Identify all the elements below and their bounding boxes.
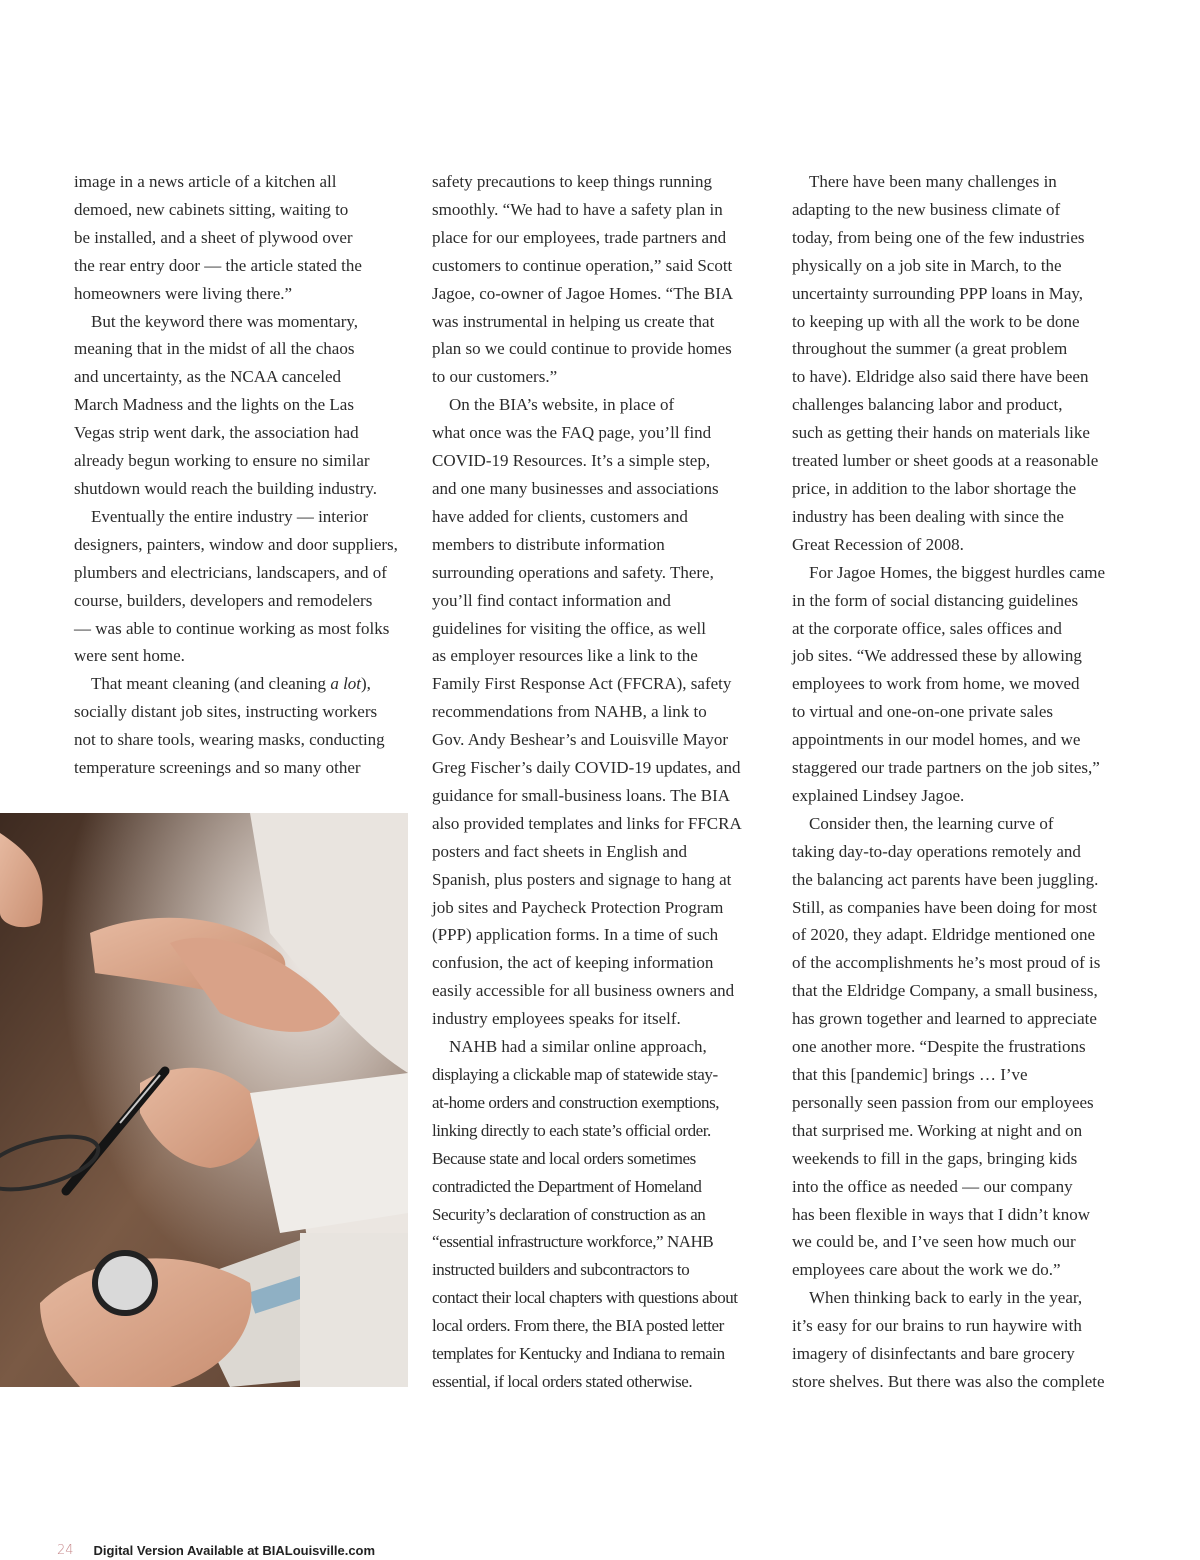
text-line: uncertainty surrounding PPP loans in May, xyxy=(792,283,1084,303)
text-line: you’ll find contact information and xyxy=(432,590,671,610)
text-line: into the office as needed — our company xyxy=(792,1176,1073,1196)
article-column-3 xyxy=(792,168,1134,1396)
text-line: at-home orders and construction exemptions, xyxy=(432,1092,720,1112)
text-line: staggered our trade partners on the job sites,” xyxy=(792,758,1100,778)
text-line: and one many businesses and associations xyxy=(432,478,719,498)
text-line: employees care about the work we do.” xyxy=(792,1260,1061,1280)
text-line: surrounding operations and safety. There, xyxy=(432,562,714,582)
text-line: On the BIA’s website, in place of xyxy=(449,395,675,415)
text-line: There have been many challenges in xyxy=(809,172,1057,191)
text-line: Because state and local orders sometimes xyxy=(432,1148,696,1168)
text-line: customers to continue operation,” said Scott xyxy=(432,255,733,275)
text-line: NAHB had a similar online approach, xyxy=(449,1037,707,1057)
text-line: essential, if local orders stated otherwise. xyxy=(432,1371,693,1391)
text-line: also provided templates and links for FFCRA xyxy=(432,813,742,833)
text-line: confusion, the act of keeping information xyxy=(432,953,714,973)
text-line: to have). Eldridge also said there have been xyxy=(792,367,1089,387)
text-line: weekends to fill in the gaps, bringing kids xyxy=(792,1148,1078,1168)
text-line: plumbers and electricians, landscapers, and of xyxy=(74,562,387,582)
text-line: For Jagoe Homes, the biggest hurdles came xyxy=(809,562,1106,582)
text-line xyxy=(74,670,414,698)
text-line: temperature screenings and so many other xyxy=(74,758,361,778)
text-line: Eventually the entire industry — interior xyxy=(91,506,369,526)
text-line: COVID-19 Resources. It’s a simple step, xyxy=(432,451,711,471)
article-column-2 xyxy=(432,168,772,1396)
text-line: what once was the FAQ page, you’ll find xyxy=(432,423,712,443)
footer-text: Digital Version Available at BIALouisville.com xyxy=(93,1542,376,1558)
text-line: to our customers.” xyxy=(432,367,558,387)
text-line: contact their local chapters with questions about xyxy=(432,1288,738,1308)
text-line: linking directly to each state’s official order. xyxy=(432,1120,711,1140)
text-line: industry has been dealing with since the xyxy=(792,506,1064,526)
text-line: treated lumber or sheet goods at a reasonable xyxy=(792,451,1099,471)
page-number: 24 xyxy=(57,1542,74,1558)
text-line: socially distant job sites, instructing workers xyxy=(74,702,378,722)
text-line: as employer resources like a link to the xyxy=(432,646,698,666)
text-line: smoothly. “We had to have a safety plan in xyxy=(432,199,723,219)
text-line: challenges balancing labor and product, xyxy=(792,395,1063,415)
text-line: members to distribute information xyxy=(432,534,665,554)
text-line: posters and fact sheets in English and xyxy=(432,841,687,861)
text-line: shutdown would reach the building industry. xyxy=(74,478,377,498)
text-line: homeowners were living there.” xyxy=(74,283,293,303)
text-line: that the Eldridge Company, a small business, xyxy=(792,981,1098,1001)
text-line: imagery of disinfectants and bare grocery xyxy=(792,1344,1075,1364)
text-line: plan so we could continue to provide homes xyxy=(432,339,732,359)
text-line: the rear entry door — the article stated the xyxy=(74,255,362,275)
text-line: guidelines for visiting the office, as well xyxy=(432,618,706,638)
text-line: employees to work from home, we moved xyxy=(792,674,1080,694)
text-line: templates for Kentucky and Indiana to remain xyxy=(432,1344,725,1364)
text-line: such as getting their hands on materials like xyxy=(792,423,1090,443)
text-line: job sites and Paycheck Protection Program xyxy=(432,897,724,917)
text-line: throughout the summer (a great problem xyxy=(792,339,1068,359)
text-line: to virtual and one-on-one private sales xyxy=(792,702,1054,722)
text-line: was instrumental in helping us create that xyxy=(432,311,715,331)
text-line: local orders. From there, the BIA posted letter xyxy=(432,1316,724,1336)
text-line: industry employees speaks for itself. xyxy=(432,1009,681,1029)
text-line: displaying a clickable map of statewide stay- xyxy=(432,1065,718,1084)
business-meeting-photo xyxy=(0,813,408,1387)
text-line: Gov. Andy Beshear’s and Louisville Mayor xyxy=(432,730,729,750)
text-line: already begun working to ensure no similar xyxy=(74,451,370,471)
text-line: Still, as companies have been doing for most xyxy=(792,897,1097,917)
text-line: recommendations from NAHB, a link to xyxy=(432,702,707,722)
text-line: the balancing act parents have been juggling. xyxy=(792,869,1099,889)
article-column-1 xyxy=(74,168,414,782)
text-line: Jagoe, co-owner of Jagoe Homes. “The BIA xyxy=(432,283,734,303)
text-line: today, from being one of the few industries xyxy=(792,227,1085,247)
text-line: Consider then, the learning curve of xyxy=(809,813,1054,833)
text-line: But the keyword there was momentary, xyxy=(91,311,359,331)
text-line: instructed builders and subcontractors to xyxy=(432,1260,690,1280)
text-line: Greg Fischer’s daily COVID-19 updates, and xyxy=(432,758,741,778)
text-line: job sites. “We addressed these by allowing xyxy=(792,646,1082,666)
text-line: March Madness and the lights on the Las xyxy=(74,395,354,415)
text-line: place for our employees, trade partners and xyxy=(432,227,727,247)
text-run: That meant cleaning (and cleaning xyxy=(91,674,331,694)
text-line: one another more. “Despite the frustrations xyxy=(792,1037,1086,1057)
text-line: guidance for small-business loans. The BIA xyxy=(432,785,731,805)
text-line: appointments in our model homes, and we xyxy=(792,730,1081,750)
text-line: Security’s declaration of construction as an xyxy=(432,1204,706,1224)
text-line: taking day-to-day operations remotely and xyxy=(792,841,1081,861)
text-run: ), xyxy=(361,674,371,694)
text-line: not to share tools, wearing masks, conducting xyxy=(74,730,385,750)
text-line: Family First Response Act (FFCRA), safety xyxy=(432,674,732,694)
text-line: be installed, and a sheet of plywood over xyxy=(74,227,353,247)
text-line: “essential infrastructure workforce,” NAHB xyxy=(432,1232,714,1252)
text-line: has been flexible in ways that I didn’t know xyxy=(792,1204,1091,1224)
text-line: to keeping up with all the work to be done xyxy=(792,311,1080,331)
text-line: were sent home. xyxy=(74,646,185,666)
text-line: it’s easy for our brains to run haywire with xyxy=(792,1316,1082,1336)
text-line: that surprised me. Working at night and on xyxy=(792,1120,1083,1140)
text-line: easily accessible for all business owners and xyxy=(432,981,735,1001)
text-line: explained Lindsey Jagoe. xyxy=(792,785,965,805)
text-line: personally seen passion from our employees xyxy=(792,1092,1094,1112)
text-line: that this [pandemic] brings … I’ve xyxy=(792,1065,1028,1084)
text-line: course, builders, developers and remodelers xyxy=(74,590,373,610)
text-line: in the form of social distancing guidelines xyxy=(792,590,1079,610)
text-line: designers, painters, window and door suppliers, xyxy=(74,534,398,554)
text-line: image in a news article of a kitchen all xyxy=(74,172,337,191)
text-line: adapting to the new business climate of xyxy=(792,199,1061,219)
text-line: and uncertainty, as the NCAA canceled xyxy=(74,367,342,387)
text-line: has grown together and learned to appreciate xyxy=(792,1009,1097,1029)
text-line: Vegas strip went dark, the association had xyxy=(74,423,359,443)
text-line: physically on a job site in March, to the xyxy=(792,255,1062,275)
text-line: of the accomplishments he’s most proud of is xyxy=(792,953,1101,973)
text-line: price, in addition to the labor shortage the xyxy=(792,478,1077,498)
text-line: meaning that in the midst of all the chaos xyxy=(74,339,355,359)
text-line: (PPP) application forms. In a time of such xyxy=(432,925,719,945)
text-line: at the corporate office, sales offices and xyxy=(792,618,1062,638)
text-line: we could be, and I’ve seen how much our xyxy=(792,1232,1076,1252)
text-line: Spanish, plus posters and signage to hang at xyxy=(432,869,732,889)
text-line: store shelves. But there was also the complete xyxy=(792,1371,1105,1391)
text-line: When thinking back to early in the year, xyxy=(809,1288,1083,1308)
text-line: safety precautions to keep things running xyxy=(432,172,712,191)
page-footer xyxy=(57,1540,375,1560)
text-line: have added for clients, customers and xyxy=(432,506,688,526)
text-line: Great Recession of 2008. xyxy=(792,534,964,554)
emphasis-text: a lot xyxy=(330,674,362,694)
text-line: contradicted the Department of Homeland xyxy=(432,1176,702,1196)
text-line: of 2020, they adapt. Eldridge mentioned one xyxy=(792,925,1096,945)
text-line: demoed, new cabinets sitting, waiting to xyxy=(74,199,349,219)
text-line: — was able to continue working as most folks xyxy=(74,618,390,638)
